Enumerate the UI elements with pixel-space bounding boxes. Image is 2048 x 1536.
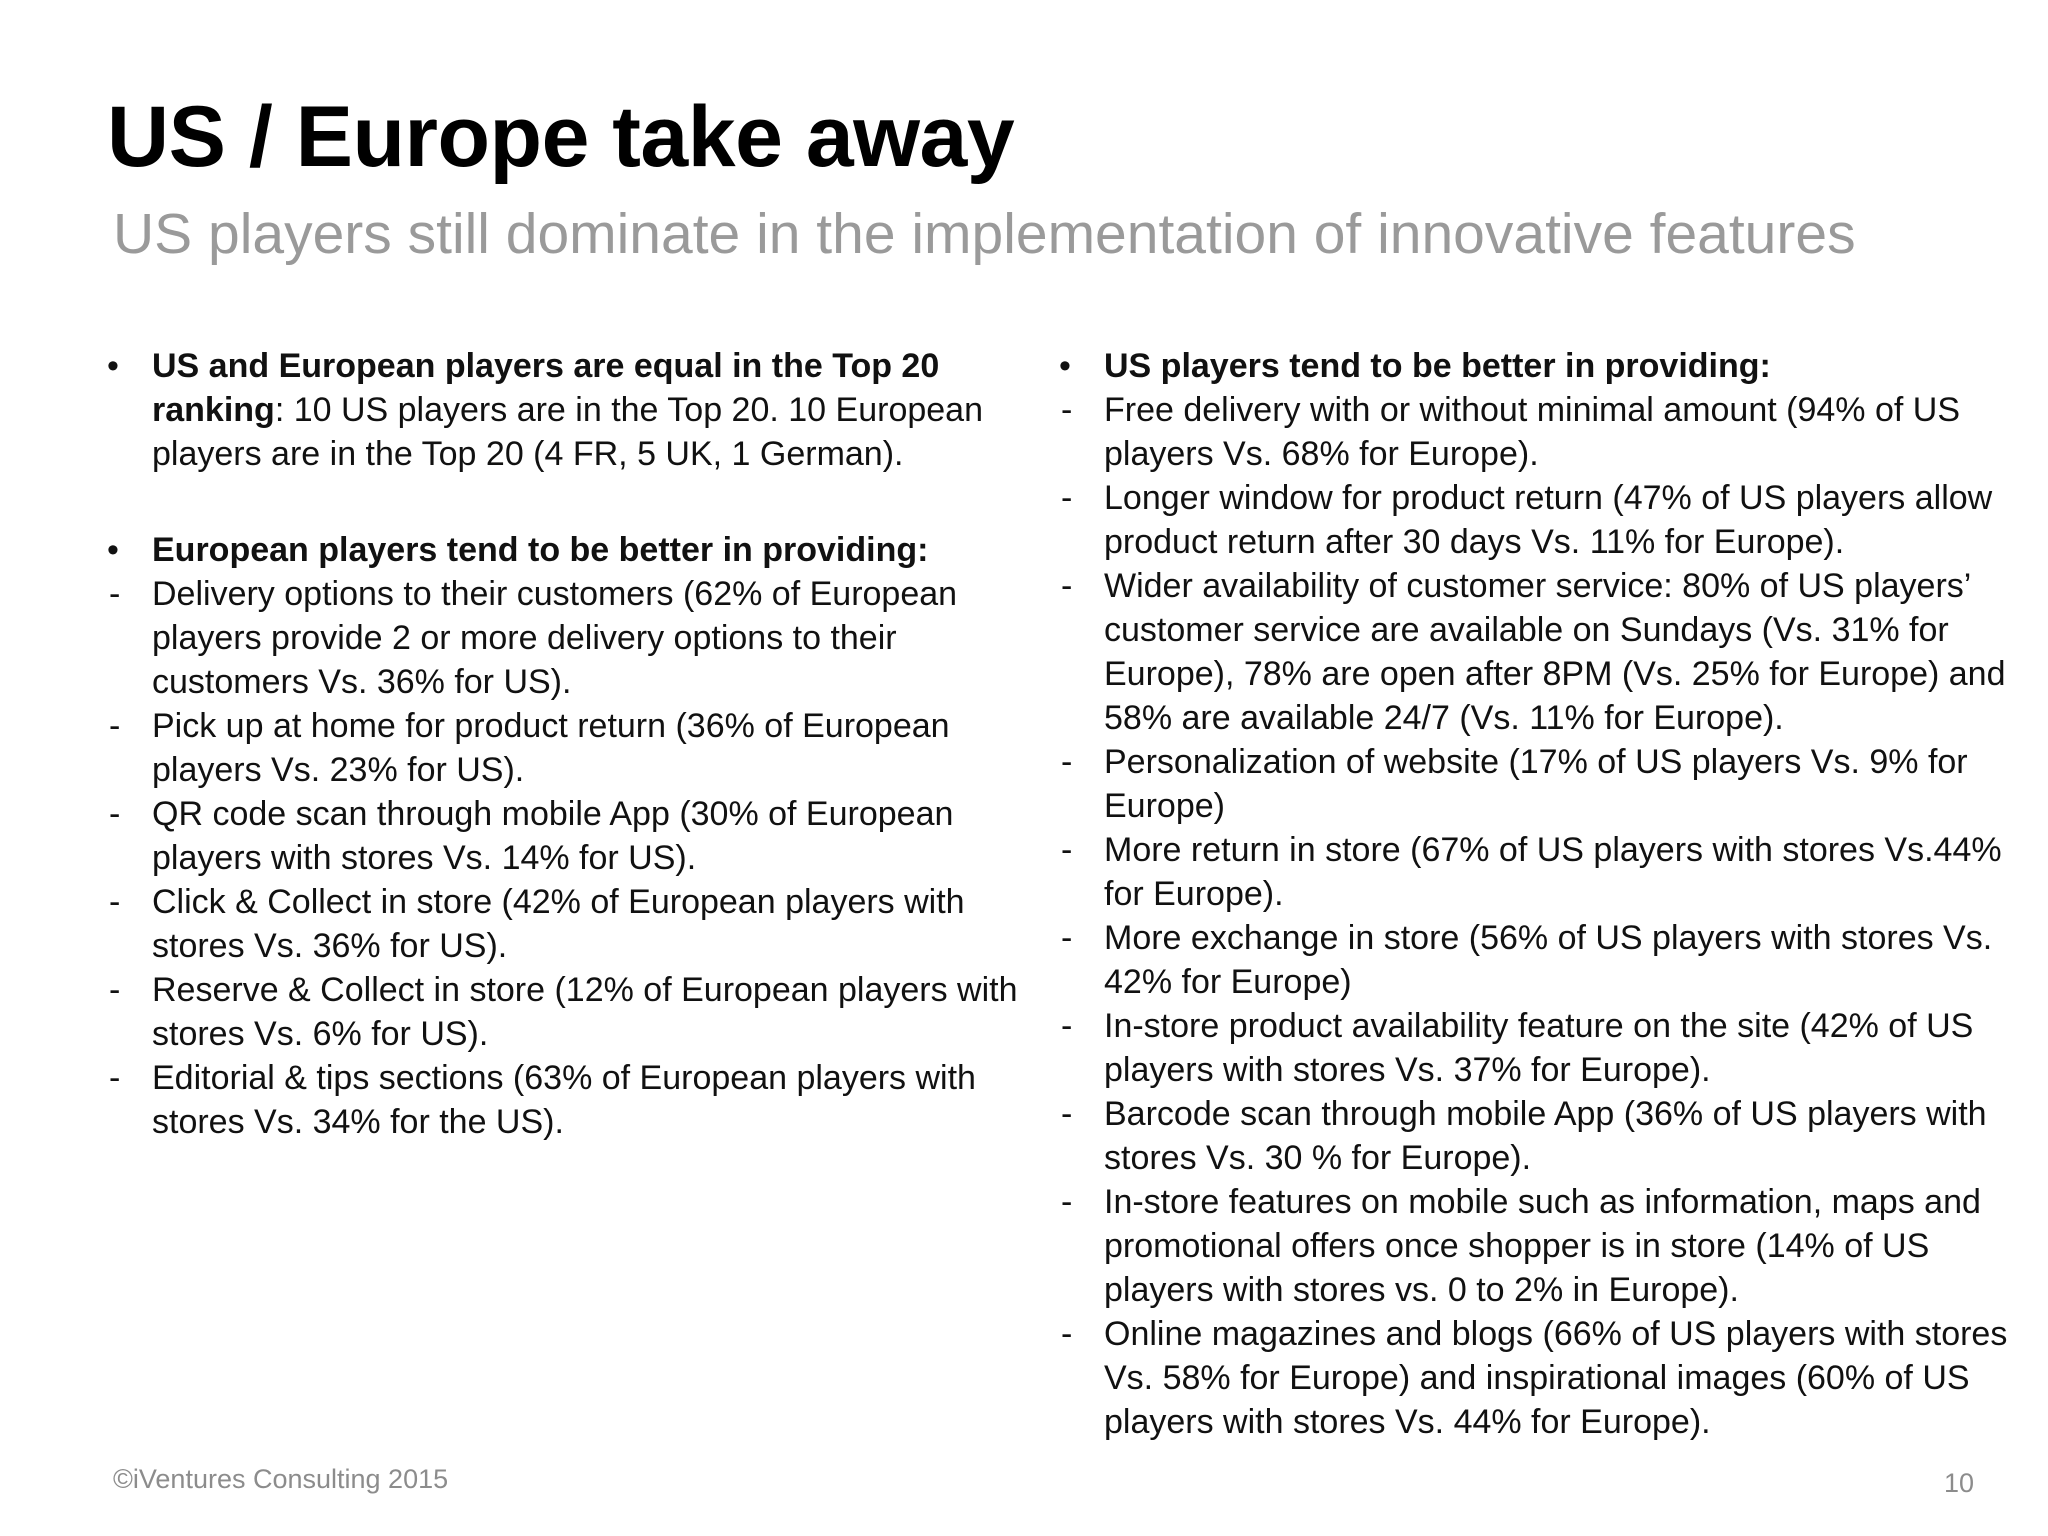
dash-marker: - <box>1061 743 1073 781</box>
europe-list-item-text: QR code scan through mobile App (30% of European players with stores Vs. 14% for US). <box>152 795 954 877</box>
bullet-marker: • <box>107 347 119 385</box>
bullet-item-us-heading <box>1057 344 2017 388</box>
dash-marker: - <box>1061 1095 1073 1133</box>
us-list-item <box>1057 1092 2017 1180</box>
dash-marker: - <box>1061 919 1073 957</box>
us-list-item-text: More return in store (67% of US players with stores Vs.44% for Europe). <box>1104 831 2002 913</box>
dash-marker: - <box>1061 567 1073 605</box>
dash-marker: - <box>109 1059 121 1097</box>
europe-list-item-text: Delivery options to their customers (62% of European players provide 2 or more delivery options to their customers Vs. 36% for US). <box>152 575 958 701</box>
europe-list-item-text: Editorial & tips sections (63% of European players with stores Vs. 34% for the US). <box>152 1059 976 1141</box>
europe-list-item <box>105 968 1025 1056</box>
dash-marker: - <box>1061 391 1073 429</box>
us-list-item-text: Barcode scan through mobile App (36% of US players with stores Vs. 30 % for Europe). <box>1104 1095 1987 1177</box>
us-list-item <box>1057 1312 2017 1444</box>
top20-bold-text: US and European players are equal in the Top 20 ranking <box>152 347 940 429</box>
europe-list-item <box>105 704 1025 792</box>
dash-marker: - <box>109 795 121 833</box>
dash-marker: - <box>1061 1183 1073 1221</box>
page-number: 10 <box>1943 1468 1974 1498</box>
us-list-item-text: Personalization of website (17% of US players Vs. 9% for Europe) <box>1104 743 1968 825</box>
us-list-item <box>1057 740 2017 828</box>
europe-heading: European players tend to be better in providing: <box>152 531 929 569</box>
us-list-item <box>1057 916 2017 1004</box>
bullet-marker: • <box>107 531 119 569</box>
dash-marker: - <box>109 707 121 745</box>
us-list-item-text: Longer window for product return (47% of US players allow product return after 30 days Vs. 11% for Europe). <box>1104 479 1993 561</box>
us-list-item-text: In-store features on mobile such as information, maps and promotional offers once shopper is in store (14% of US players with stores vs. 0 to 2% in Europe). <box>1104 1183 1981 1309</box>
slide-subtitle: US players still dominate in the implementation of innovative features <box>113 202 1856 266</box>
dash-marker: - <box>1061 1315 1073 1353</box>
slide-title: US / Europe take away <box>107 89 1015 185</box>
us-list-item <box>1057 1004 2017 1092</box>
dash-marker: - <box>109 575 121 613</box>
us-list-item-text: More exchange in store (56% of US players with stores Vs. 42% for Europe) <box>1104 919 1993 1001</box>
right-column <box>1057 344 2017 1444</box>
us-list-item-text: Online magazines and blogs (66% of US players with stores Vs. 58% for Europe) and inspirational images (60% of US players with stores Vs. 44% for Europe). <box>1104 1315 2008 1441</box>
dash-marker: - <box>1061 831 1073 869</box>
europe-list-item <box>105 880 1025 968</box>
us-list-item-text: Wider availability of customer service: 80% of US players’ customer service are available on Sundays (Vs. 31% for Europe), 78% are open after 8PM (Vs. 25% for Europe) and 58% are available 24/7 (Vs. 11% for Europe). <box>1104 567 2006 737</box>
us-list-item <box>1057 564 2017 740</box>
europe-list-item <box>105 1056 1025 1144</box>
spacer <box>105 476 1025 528</box>
bullet-item-europe-heading <box>105 528 1025 572</box>
us-list-item-text: Free delivery with or without minimal amount (94% of US players Vs. 68% for Europe). <box>1104 391 1960 473</box>
us-list-item <box>1057 388 2017 476</box>
europe-list-item <box>105 572 1025 704</box>
europe-list-item-text: Pick up at home for product return (36% of European players Vs. 23% for US). <box>152 707 950 789</box>
us-heading: US players tend to be better in providing: <box>1104 347 1771 385</box>
europe-list-item-text: Click & Collect in store (42% of European players with stores Vs. 36% for US). <box>152 883 965 965</box>
dash-marker: - <box>1061 1007 1073 1045</box>
dash-marker: - <box>109 883 121 921</box>
us-list-item <box>1057 828 2017 916</box>
bullet-item-top20 <box>105 344 1025 476</box>
left-column <box>105 344 1025 1144</box>
dash-marker: - <box>109 971 121 1009</box>
us-list-item-text: In-store product availability feature on the site (42% of US players with stores Vs. 37% for Europe). <box>1104 1007 1974 1089</box>
europe-list-item-text: Reserve & Collect in store (12% of European players with stores Vs. 6% for US). <box>152 971 1018 1053</box>
us-list-item <box>1057 1180 2017 1312</box>
bullet-marker: • <box>1059 347 1071 385</box>
top20-text: : 10 US players are in the Top 20. 10 European players are in the Top 20 (4 FR, 5 UK, 1 German). <box>152 391 983 473</box>
europe-list-item <box>105 792 1025 880</box>
footer-copyright: ©iVentures Consulting 2015 <box>113 1464 449 1494</box>
us-list-item <box>1057 476 2017 564</box>
dash-marker: - <box>1061 479 1073 517</box>
